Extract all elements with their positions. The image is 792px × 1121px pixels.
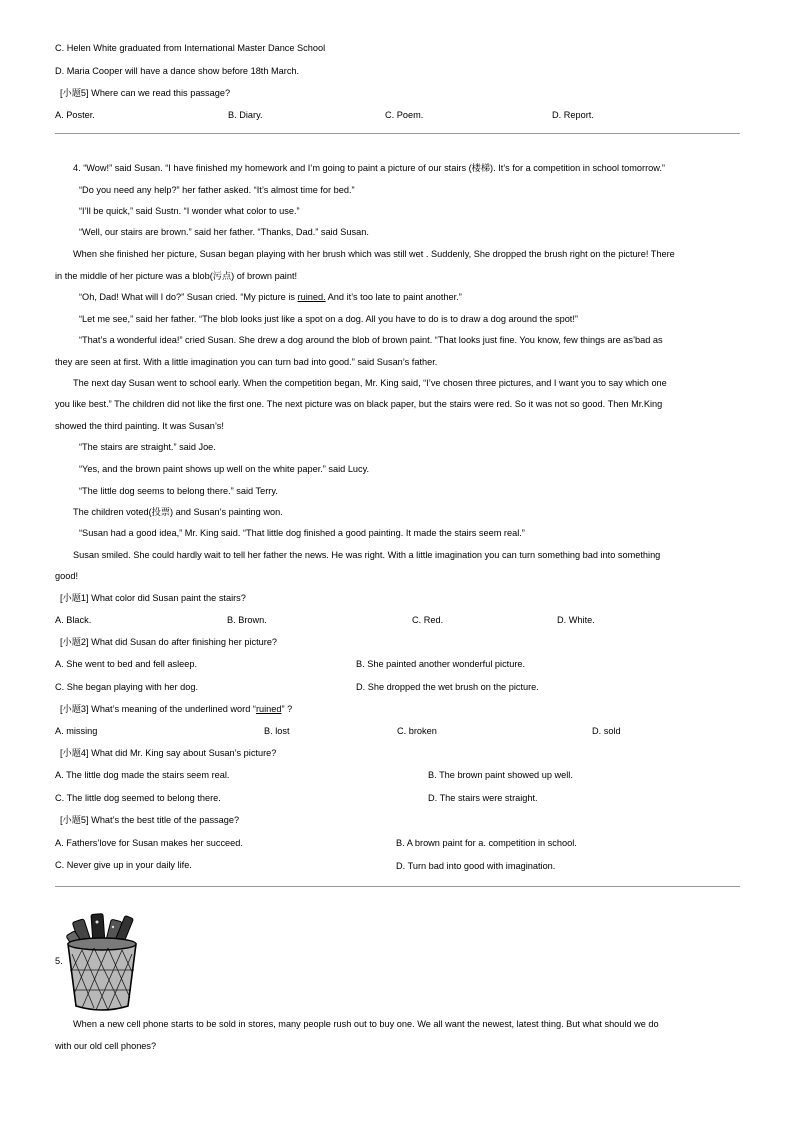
passage-line: “Well, our stairs are brown.” said her father. “Thanks, Dad.” said Susan. bbox=[79, 227, 369, 237]
passage-text: “Oh, Dad! What will I do?” Susan cried. “My picture is bbox=[79, 292, 298, 302]
option-d: D. sold bbox=[592, 726, 621, 736]
passage-line: The children voted(投票) and Susan’s painting won. bbox=[73, 507, 283, 517]
question-stem: [小题5] Where can we read this passage? bbox=[60, 88, 231, 98]
option-b: B. Diary. bbox=[228, 110, 263, 120]
option-c: C. Poem. bbox=[385, 110, 424, 120]
option-c: C. Never give up in your daily life. bbox=[55, 860, 192, 870]
option-a: A. Poster. bbox=[55, 110, 95, 120]
option-c: C. Red. bbox=[412, 615, 444, 625]
question-text: [小题3] What’s meaning of the underlined word “ bbox=[60, 704, 256, 714]
passage-text: And it’s too late to paint another.” bbox=[325, 292, 462, 302]
option-a: A. missing bbox=[55, 726, 98, 736]
option-d: D. White. bbox=[557, 615, 595, 625]
passage-line: “The little dog seems to belong there.” said Terry. bbox=[79, 486, 278, 496]
passage-line: Susan smiled. She could hardly wait to tell her father the news. He was right. With a little imagination you can turn something bad into something bbox=[73, 550, 661, 560]
passage-line: you like best.” The children did not like the first one. The next picture was on black paper, but the stairs were red. So it was not so good. Then Mr.King bbox=[55, 399, 663, 409]
passage-line: When she finished her picture, Susan began playing with her brush which was still wet . Suddenly, She dropped the brush right on the picture! There bbox=[73, 249, 675, 259]
divider bbox=[55, 886, 740, 887]
option-d: D. The stairs were straight. bbox=[428, 793, 538, 803]
option-d: D. Turn bad into good with imagination. bbox=[396, 861, 556, 871]
passage-line bbox=[79, 293, 462, 302]
option-a: A. Black. bbox=[55, 615, 92, 625]
passage-line: they are seen at first. With a little imagination you can turn bad into good.” said Susan’s father. bbox=[55, 357, 438, 367]
divider bbox=[55, 133, 740, 134]
passage-line: good! bbox=[55, 571, 78, 581]
option-a: A. Fathers’love for Susan makes her succeed. bbox=[55, 838, 243, 848]
option-c: C. The little dog seemed to belong there. bbox=[55, 793, 221, 803]
option-b: B. lost bbox=[264, 726, 290, 736]
question-stem: [小题1] What color did Susan paint the stairs? bbox=[60, 593, 246, 603]
option-c: C. Helen White graduated from International Master Dance School bbox=[55, 43, 326, 53]
option-c: C. She began playing with her dog. bbox=[55, 682, 199, 692]
option-b: B. She painted another wonderful picture. bbox=[356, 659, 526, 669]
underlined-word: ruined. bbox=[297, 292, 326, 302]
option-b: B. Brown. bbox=[227, 615, 267, 625]
trash-can-with-phones-icon bbox=[62, 910, 142, 1016]
passage-line: “Do you need any help?” her father asked. “It’s almost time for bed.” bbox=[79, 185, 355, 195]
question-stem: [小题5] What’s the best title of the passage? bbox=[60, 815, 240, 825]
passage-line: showed the third painting. It was Susan’s! bbox=[55, 421, 224, 431]
passage-line: “Yes, and the brown paint shows up well on the white paper.” said Lucy. bbox=[79, 464, 370, 474]
option-d: D. Report. bbox=[552, 110, 594, 120]
option-d: D. She dropped the wet brush on the picture. bbox=[356, 682, 539, 692]
question-number: 5. bbox=[55, 956, 63, 966]
passage-line: 4. “Wow!” said Susan. “I have finished my homework and I’m going to paint a picture of our stairs (楼梯). It’s for a competition in school tomorrow.” bbox=[73, 163, 665, 173]
passage-line: When a new cell phone starts to be sold in stores, many people rush out to buy one. We all want the newest, latest thing. But what should we do bbox=[73, 1019, 659, 1029]
option-d: D. Maria Cooper will have a dance show before 18th March. bbox=[55, 66, 300, 76]
passage-line: “I’ll be quick,” said Sustn. “I wonder what color to use.” bbox=[79, 206, 300, 216]
option-a: A. The little dog made the stairs seem real. bbox=[55, 770, 230, 780]
option-b: B. The brown paint showed up well. bbox=[428, 770, 573, 780]
passage-line: “Susan had a good idea,” Mr. King said. “That little dog finished a good painting. It made the stairs seem real.” bbox=[79, 528, 525, 538]
question-stem: [小题2] What did Susan do after finishing her picture? bbox=[60, 637, 278, 647]
question-text: ” ? bbox=[281, 704, 293, 714]
passage-line: in the middle of her picture was a blob(污点) of brown paint! bbox=[55, 271, 298, 281]
passage-line: “Let me see,” said her father. “The blob looks just like a spot on a dog. All you have to do is to draw a dog around the spot!” bbox=[79, 314, 578, 324]
passage-line: “That’s a wonderful idea!” cried Susan. She drew a dog around the blob of brown paint. “That looks just fine. You know, few things are as’bad as bbox=[79, 335, 663, 345]
question-stem bbox=[60, 705, 292, 714]
option-b: B. A brown paint for a. competition in school. bbox=[396, 838, 577, 848]
underlined-word: ruined bbox=[255, 704, 282, 714]
passage-line: The next day Susan went to school early. When the competition began, Mr. King said, “I’ve chosen three pictures, and I want you to say which one bbox=[73, 378, 667, 388]
option-a: A. She went to bed and fell asleep. bbox=[55, 659, 197, 669]
passage-line: with our old cell phones? bbox=[55, 1041, 157, 1051]
passage-line: “The stairs are straight.” said Joe. bbox=[79, 442, 216, 452]
question-stem: [小题4] What did Mr. King say about Susan’s picture? bbox=[60, 748, 277, 758]
option-c: C. broken bbox=[397, 726, 437, 736]
